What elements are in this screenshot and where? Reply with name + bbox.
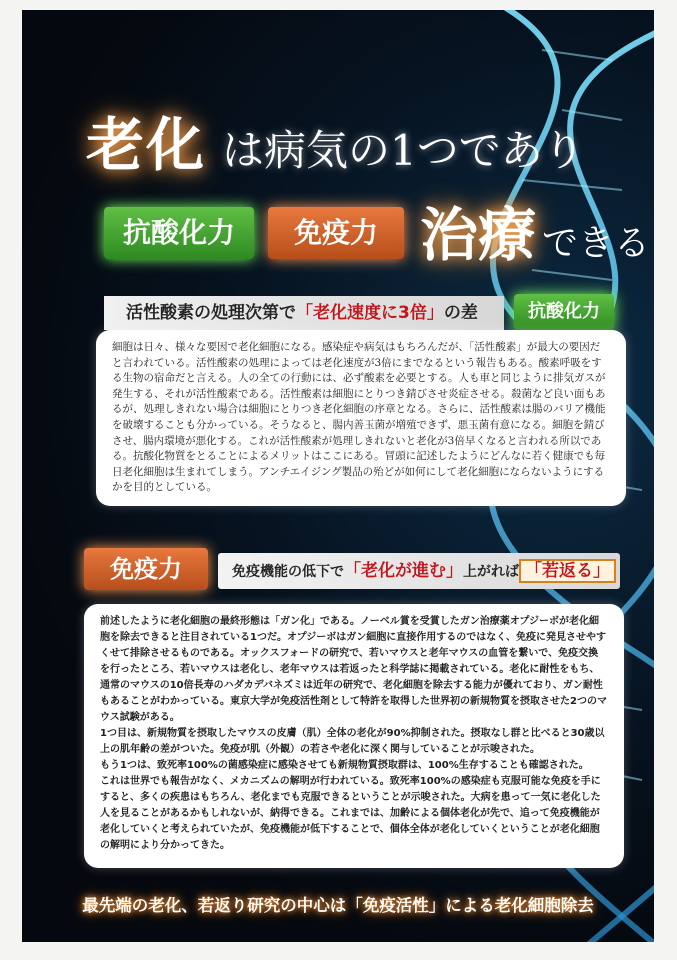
section1-heading-post: の差 bbox=[443, 303, 478, 323]
title-treatment: 治療 bbox=[420, 201, 537, 269]
section2-paragraph: 前述したように老化細胞の最終形態は「ガン化」である。ノーベル賞を受賞したガン治療薬オプジーボが老化細胞を除去できると注目されている1つだ。オプジーボはガン細胞に直接作用するのではなく、免疫に発見させやすくせて排除させるものである。オックスフォードの研究で、若いマウスと老年マウスの血管を繋いで、免疫交換を行ったところ、若いマウスは老化し、老年マウスは若返ったと科学誌に掲載されている。老化に耐性をもち、通常のマウスの10倍長寿のハダカデバネズミは近年の研究で、老化細胞を除去する能力が優れており、ガン耐性もあることがわかっている。東京大学が免疫活性剤として特許を取得した世界初の新規物質を摂取させた2つのマウス試験がある。 bbox=[100, 616, 607, 723]
flyer-page bbox=[22, 10, 654, 942]
title-can: できる bbox=[542, 223, 651, 264]
section1-heading-highlight: 「老化速度に3倍」 bbox=[296, 303, 444, 323]
treatable-title bbox=[420, 188, 650, 272]
main-title bbox=[86, 98, 585, 178]
title-rest: は病気の1つであり bbox=[222, 126, 585, 175]
footer-tagline: 最先端の老化、若返り研究の中心は「免疫活性」による老化細胞除去 bbox=[82, 896, 594, 915]
section1-heading bbox=[104, 296, 504, 330]
section2-heading-highlight2: 「若返る」 bbox=[519, 559, 616, 583]
section2-paragraph: これは世界でも報告がなく、メカニズムの解明が行われている。致死率100%の感染症も克服可能な免疫を手にすると、多くの疾患はもちろん、老化までも克服できるということが示唆された。大病を患って一気に老化した人を見ることがあるかもしれないが、納得できる。これまでは、加齢による個体老化が先で、追って免疫機能が老化していくと考えられていたが、免疫機能が低下することで、個体全体が老化していくということが老化細胞の解明により分かってきた。 bbox=[100, 776, 601, 851]
section2-heading bbox=[218, 553, 620, 589]
title-aging: 老化 bbox=[86, 111, 207, 179]
section1-heading-pre: 活性酸素の処理次第で bbox=[126, 303, 296, 323]
antioxidant-badge: 抗酸化力 bbox=[104, 207, 254, 259]
section1-body-box bbox=[96, 330, 626, 506]
section2-badge: 免疫力 bbox=[84, 548, 208, 590]
section1-body: 細胞は日々、様々な要因で老化細胞になる。感染症や病気はもちろんだが、「活性酸素」が最大の要因だと言われている。活性酸素の処理によっては老化速度が3倍にまでなるという報告もある。酸素呼吸をする生物の宿命だと言える。人の全ての行動には、必ず酸素を必要とする。人も車と同じように排気ガスが発生する、それが活性酸素である。活性酸素は細胞にとりつき錆びさせ炎症させる。殺菌など良い面もあるが、処理しきれない場合は細胞にとりつき老化細胞の序章となる。さらに、活性酸素は腸のバリア機能を破壊することも分かっている。そうなると、腸内善玉菌が増殖できず、悪玉菌有意になる。細胞を錆びさせ、腸内環境が悪化する。これが活性酸素が処理しきれないと老化が3倍早くなると言われる所以である。抗酸化物質をとることによるメリットはここにある。冒頭に記述したようにどんなに若く健康でも毎日老化細胞は生まれてしまう。アンチエイジング製品の殆どが如何にして老化細胞にならないようにするかを目的としている。 bbox=[112, 341, 606, 494]
immunity-badge: 免疫力 bbox=[268, 207, 404, 259]
section2-paragraph: 1つ目は、新規物質を摂取したマウスの皮膚（肌）全体の老化が90%抑制された。摂取なし群と比べると30歳以上の肌年齢の差がついた。免疫が肌（外観）の若さや老化に深く関与していることが示唆された。 bbox=[100, 728, 605, 755]
section2-body-box bbox=[84, 604, 624, 868]
section2-heading-pre: 免疫機能の低下で bbox=[232, 564, 344, 580]
section1-badge: 抗酸化力 bbox=[514, 294, 614, 330]
section2-heading-mid: 上がれば bbox=[463, 564, 519, 580]
section2-heading-highlight: 「老化が進む」 bbox=[344, 561, 463, 581]
section2-paragraph: もう1つは、致死率100%の菌感染症に感染させても新規物質摂取群は、100%生存することも確認された。 bbox=[100, 760, 589, 771]
